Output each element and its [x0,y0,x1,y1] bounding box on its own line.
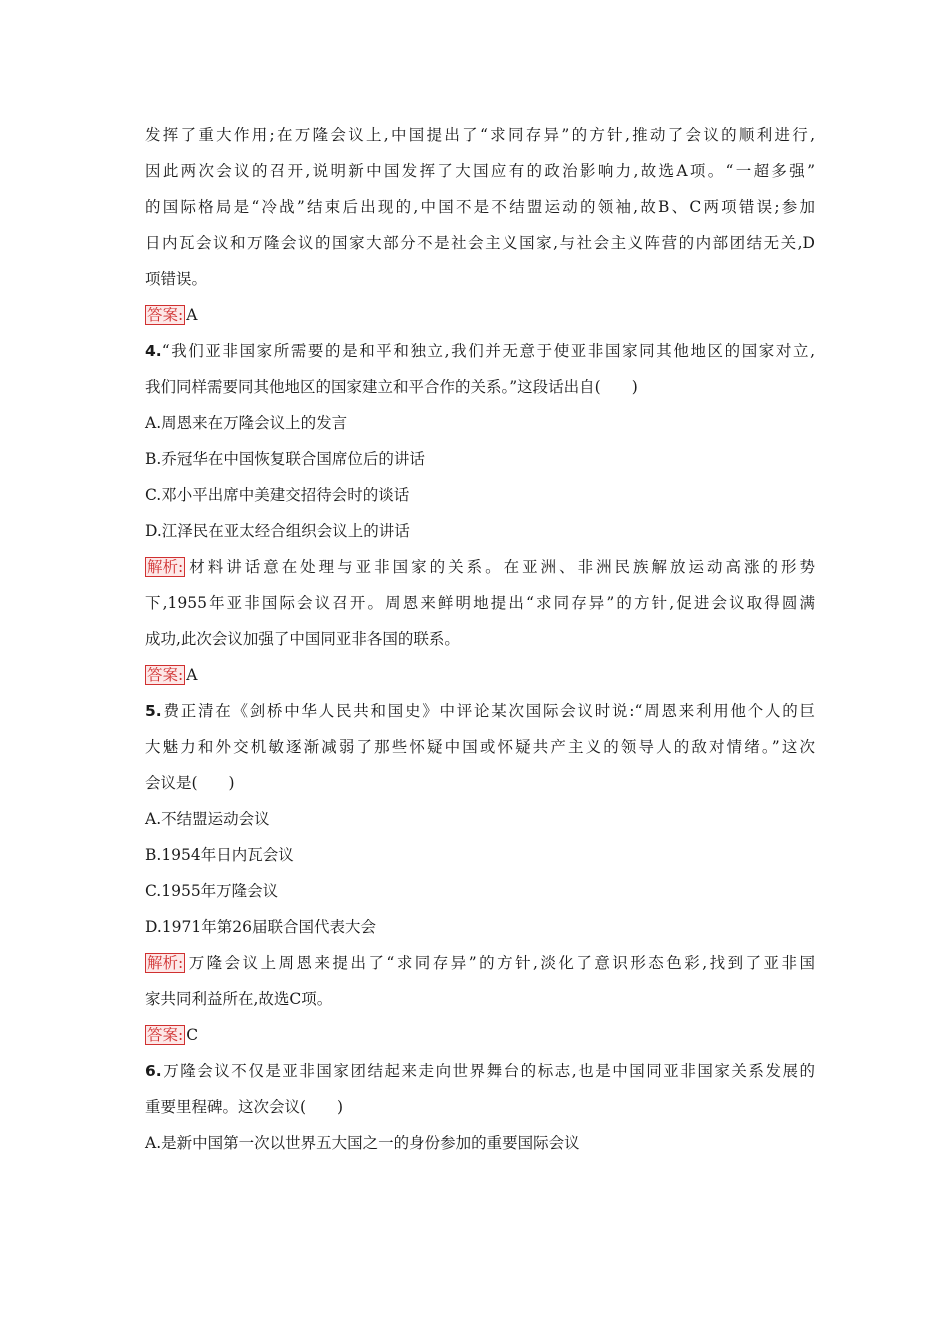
answer-label: 答案: [147,306,184,324]
analysis-label: 解析: [147,954,184,972]
q3-analysis-line-1: 发挥了重大作用;在万隆会议上,中国提出了“求同存异”的方针,推动了会议的顺利进行, [145,126,815,144]
q6-stem-line-1: 6.万隆会议不仅是亚非国家团结起来走向世界舞台的标志,也是中国同亚非国家关系发展的 [145,1062,815,1080]
q5-answer [145,1025,815,1045]
q6-option-a: A.是新中国第一次以世界五大国之一的身份参加的重要国际会议 [145,1134,580,1152]
q4-option-a: A.周恩来在万隆会议上的发言 [145,414,348,432]
q4-analysis-line-2: 下,1955年亚非国际会议召开。周恩来鲜明地提出“求同存异”的方针,促进会议取得圆满 [145,594,815,612]
q5-option-c: C.1955年万隆会议 [145,882,279,900]
q3-analysis-line-3: 的国际格局是“冷战”结束后出现的,中国不是不结盟运动的领袖,故B、C两项错误;参加 [145,198,815,216]
q5-analysis-line-2: 家共同利益所在,故选C项。 [145,990,333,1008]
q4-stem-line-2: 我们同样需要同其他地区的国家建立和平合作的关系。”这段话出自( ) [145,378,638,396]
q4-analysis-line-3: 成功,此次会议加强了中国同亚非各国的联系。 [145,630,460,648]
q5-analysis-line-1: 解析: 万隆会议上周恩来提出了“求同存异”的方针,淡化了意识形态色彩,找到了亚非国 [147,954,815,972]
q4-analysis-line-1: 解析: 材料讲话意在处理与亚非国家的关系。在亚洲、非洲民族解放运动高涨的形势 [147,558,815,576]
question-number: 5. [145,702,162,720]
question-number: 6. [145,1062,162,1080]
q5-stem-line-3: 会议是( ) [145,774,235,792]
answer-label: 答案: [147,666,184,684]
q4-option-b: B.乔冠华在中国恢复联合国席位后的讲话 [145,450,425,468]
q5-stem-line-1: 5.费正清在《剑桥中华人民共和国史》中评论某次国际会议时说:“周恩来利用他个人的巨 [145,702,815,720]
q5-option-d: D.1971年第26届联合国代表大会 [145,918,376,936]
question-number: 4. [145,342,162,360]
q3-analysis-line-5: 项错误。 [145,270,208,288]
q4-option-c: C.邓小平出席中美建交招待会时的谈话 [145,486,410,504]
q5-option-b: B.1954年日内瓦会议 [145,846,294,864]
q3-analysis-line-2: 因此两次会议的召开,说明新中国发挥了大国应有的政治影响力,故选A项。“一超多强” [145,162,815,180]
q4-option-d: D.江泽民在亚太经合组织会议上的讲话 [145,522,410,540]
q5-option-a: A.不结盟运动会议 [145,810,270,828]
q4-answer [145,665,815,685]
q3-answer [145,305,815,325]
q3-analysis-line-4: 日内瓦会议和万隆会议的国家大部分不是社会主义国家,与社会主义阵营的内部团结无关,D [145,234,815,252]
analysis-label: 解析: [147,558,184,576]
q4-stem-line-1: 4.“我们亚非国家所需要的是和平和独立,我们并无意于使亚非国家同其他地区的国家对立, [145,342,815,360]
q5-stem-line-2: 大魅力和外交机敏逐渐减弱了那些怀疑中国或怀疑共产主义的领导人的敌对情绪。”这次 [145,738,815,756]
answer-value: C [186,1026,199,1044]
answer-label: 答案: [147,1026,184,1044]
answer-value: A [186,666,198,684]
q6-stem-line-2: 重要里程碑。这次会议( ) [145,1098,344,1116]
answer-value: A [186,306,198,324]
